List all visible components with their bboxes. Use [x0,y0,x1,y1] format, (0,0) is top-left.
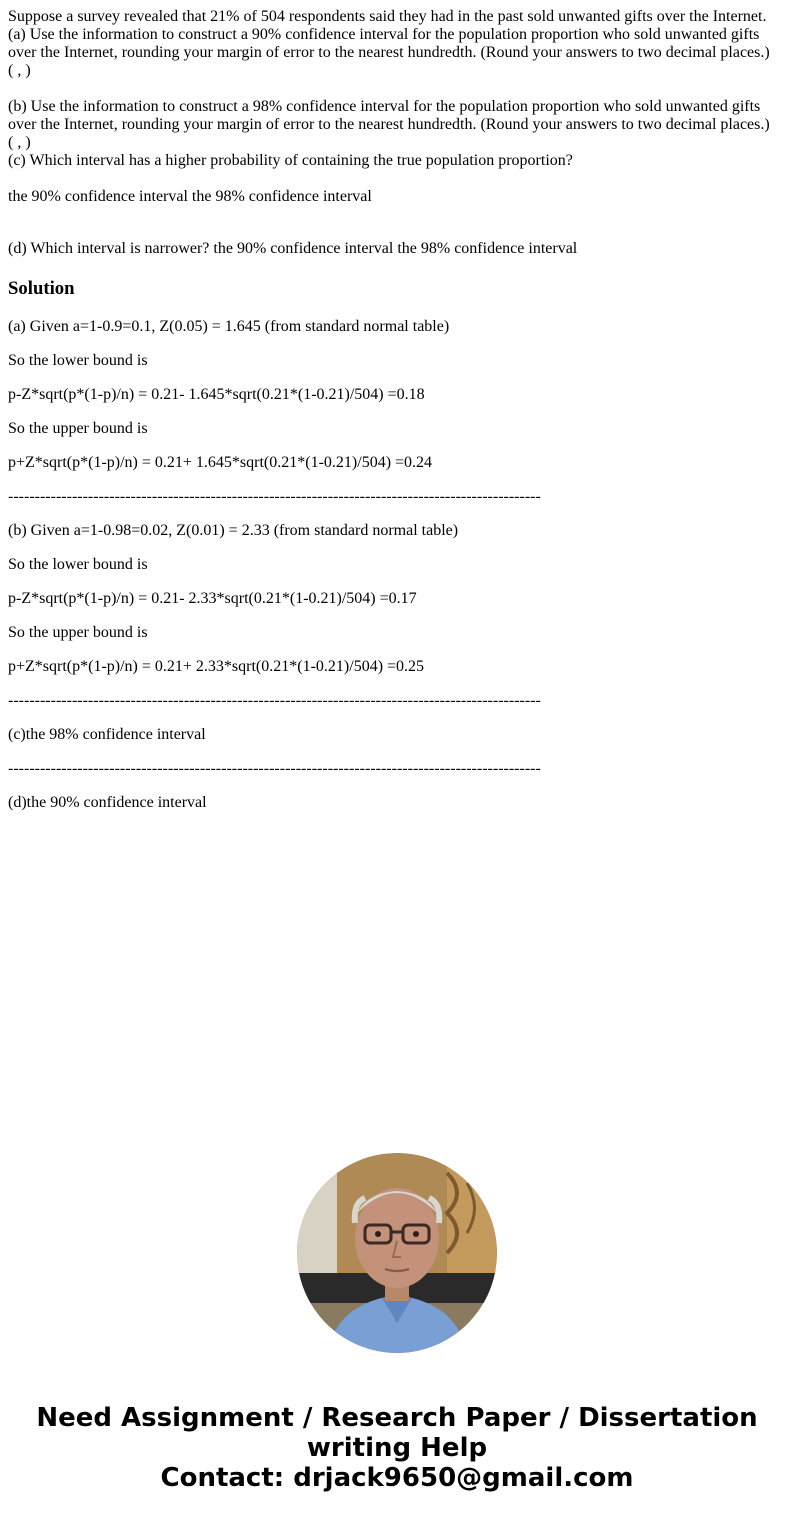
solution-line-a-upper-calc: p+Z*sqrt(p*(1-p)/n) = 0.21+ 1.645*sqrt(0.21*(1-0.21)/504) =0.24 [8,454,433,471]
banner-line-1: Need Assignment / Research Paper / Dissertation [36,1403,758,1433]
solution-heading: Solution [8,278,75,299]
solution-line-a-lower-label: So the lower bound is [8,352,148,369]
solution-divider: ---------------------------------------------------------------------------------------------------- [8,488,541,505]
spacer [8,170,786,188]
banner-contact-email: Contact: drjack9650@gmail.com [160,1463,634,1493]
solution-line-a-lower-calc: p-Z*sqrt(p*(1-p)/n) = 0.21- 1.645*sqrt(0.21*(1-0.21)/504) =0.18 [8,386,425,403]
contact-banner [0,1403,794,1493]
tutor-avatar [297,1153,497,1353]
solution-divider: ---------------------------------------------------------------------------------------------------- [8,760,541,777]
spacer [8,206,786,240]
part-a-line-2: over the Internet, rounding your margin of error to the nearest hundredth. (Round your answers to two decimal places.) [8,44,770,61]
question-block [8,8,786,258]
part-b-line-2: over the Internet, rounding your margin of error to the nearest hundredth. (Round your answers to two decimal places.) [8,116,770,133]
solution-body [8,318,786,812]
solution-divider: ---------------------------------------------------------------------------------------------------- [8,692,541,709]
tutor-photo-illustration [297,1153,497,1353]
solution-line-c-answer: (c)the 98% confidence interval [8,726,206,743]
solution-line-b-upper-label: So the upper bound is [8,624,148,641]
part-c-question: (c) Which interval has a higher probability of containing the true population proportion? [8,152,573,169]
solution-line-b-given: (b) Given a=1-0.98=0.02, Z(0.01) = 2.33 (from standard normal table) [8,522,459,539]
part-b-answer-blank: ( , ) [8,134,31,151]
document-page [8,8,786,828]
spacer [8,300,786,318]
solution-line-a-given: (a) Given a=1-0.9=0.1, Z(0.05) = 1.645 (from standard normal table) [8,318,450,335]
part-b-line-1: (b) Use the information to construct a 98% confidence interval for the population proportion who sold unwanted gifts [8,98,761,115]
part-a-answer-blank: ( , ) [8,62,31,79]
part-a-line-1: (a) Use the information to construct a 90% confidence interval for the population proportion who sold unwanted gifts [8,26,760,43]
part-d-question: (d) Which interval is narrower? the 90% confidence interval the 98% confidence interval [8,240,578,257]
spacer [8,258,786,278]
solution-line-b-upper-calc: p+Z*sqrt(p*(1-p)/n) = 0.21+ 2.33*sqrt(0.21*(1-0.21)/504) =0.25 [8,658,425,675]
part-c-options: the 90% confidence interval the 98% confidence interval [8,188,372,205]
banner-line-2: writing Help [306,1433,488,1463]
solution-line-a-upper-label: So the upper bound is [8,420,148,437]
solution-line-d-answer: (d)the 90% confidence interval [8,794,207,811]
solution-line-b-lower-calc: p-Z*sqrt(p*(1-p)/n) = 0.21- 2.33*sqrt(0.21*(1-0.21)/504) =0.17 [8,590,417,607]
solution-line-b-lower-label: So the lower bound is [8,556,148,573]
question-intro: Suppose a survey revealed that 21% of 504 respondents said they had in the past sold unwanted gifts over the Internet. [8,8,767,25]
spacer [8,80,786,98]
